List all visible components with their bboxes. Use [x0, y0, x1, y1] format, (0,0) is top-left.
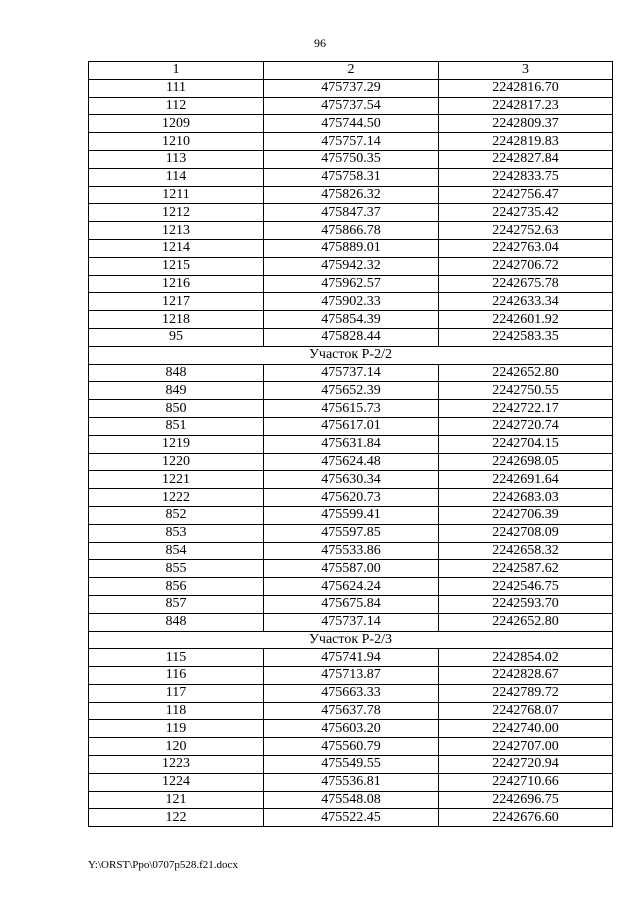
x-coordinate-cell: 475617.01 [264, 417, 439, 435]
table-row [89, 791, 613, 809]
table-row [89, 738, 613, 756]
point-number-cell: 112 [89, 97, 264, 115]
table-row [89, 204, 613, 222]
x-coordinate-cell: 475663.33 [264, 684, 439, 702]
point-number-cell: 118 [89, 702, 264, 720]
x-coordinate-cell: 475758.31 [264, 168, 439, 186]
table-row [89, 275, 613, 293]
x-coordinate-cell: 475549.55 [264, 756, 439, 774]
y-coordinate-cell: 2242854.02 [439, 649, 613, 667]
point-number-cell: 856 [89, 578, 264, 596]
section-header-row [89, 631, 613, 649]
point-number-cell: 1212 [89, 204, 264, 222]
x-coordinate-cell: 475889.01 [264, 239, 439, 257]
y-coordinate-cell: 2242658.32 [439, 542, 613, 560]
point-number-cell: 115 [89, 649, 264, 667]
y-coordinate-cell: 2242816.70 [439, 79, 613, 97]
point-number-cell: 848 [89, 364, 264, 382]
x-coordinate-cell: 475548.08 [264, 791, 439, 809]
x-coordinate-cell: 475615.73 [264, 400, 439, 418]
table-row [89, 542, 613, 560]
point-number-cell: 1224 [89, 773, 264, 791]
y-coordinate-cell: 2242706.72 [439, 257, 613, 275]
y-coordinate-cell: 2242652.80 [439, 613, 613, 631]
point-number-cell: 116 [89, 667, 264, 685]
y-coordinate-cell: 2242707.00 [439, 738, 613, 756]
point-number-cell: 851 [89, 417, 264, 435]
point-number-cell: 855 [89, 560, 264, 578]
point-number-cell: 119 [89, 720, 264, 738]
x-coordinate-cell: 475675.84 [264, 595, 439, 613]
section-title: Участок Р-2/3 [89, 631, 613, 649]
table-row [89, 649, 613, 667]
x-coordinate-cell: 475757.14 [264, 133, 439, 151]
x-coordinate-cell: 475854.39 [264, 311, 439, 329]
coordinates-table [88, 61, 613, 827]
point-number-cell: 121 [89, 791, 264, 809]
x-coordinate-cell: 475560.79 [264, 738, 439, 756]
x-coordinate-cell: 475962.57 [264, 275, 439, 293]
point-number-cell: 117 [89, 684, 264, 702]
x-coordinate-cell: 475631.84 [264, 435, 439, 453]
x-coordinate-cell: 475587.00 [264, 560, 439, 578]
y-coordinate-cell: 2242704.15 [439, 435, 613, 453]
x-coordinate-cell: 475533.86 [264, 542, 439, 560]
point-number-cell: 1223 [89, 756, 264, 774]
table-row [89, 115, 613, 133]
point-number-cell: 1221 [89, 471, 264, 489]
table-row [89, 417, 613, 435]
y-coordinate-cell: 2242763.04 [439, 239, 613, 257]
y-coordinate-cell: 2242740.00 [439, 720, 613, 738]
coordinates-table-body [89, 62, 613, 827]
table-row [89, 720, 613, 738]
x-coordinate-cell: 475866.78 [264, 222, 439, 240]
y-coordinate-cell: 2242750.55 [439, 382, 613, 400]
y-coordinate-cell: 2242683.03 [439, 489, 613, 507]
point-number-cell: 848 [89, 613, 264, 631]
x-coordinate-cell: 475624.48 [264, 453, 439, 471]
x-coordinate-cell: 475737.14 [264, 613, 439, 631]
table-row [89, 435, 613, 453]
x-coordinate-cell: 475603.20 [264, 720, 439, 738]
point-number-cell: 1219 [89, 435, 264, 453]
y-coordinate-cell: 2242706.39 [439, 506, 613, 524]
table-row [89, 471, 613, 489]
y-coordinate-cell: 2242633.34 [439, 293, 613, 311]
point-number-cell: 120 [89, 738, 264, 756]
point-number-cell: 850 [89, 400, 264, 418]
y-coordinate-cell: 2242675.78 [439, 275, 613, 293]
y-coordinate-cell: 2242583.35 [439, 328, 613, 346]
section-title: Участок Р-2/2 [89, 346, 613, 364]
y-coordinate-cell: 2242708.09 [439, 524, 613, 542]
x-coordinate-cell: 475737.14 [264, 364, 439, 382]
y-coordinate-cell: 2242601.92 [439, 311, 613, 329]
point-number-cell: 1211 [89, 186, 264, 204]
x-coordinate-cell: 475713.87 [264, 667, 439, 685]
point-number-cell: 1213 [89, 222, 264, 240]
table-row [89, 257, 613, 275]
y-coordinate-cell: 2242827.84 [439, 150, 613, 168]
point-number-cell: 1222 [89, 489, 264, 507]
y-coordinate-cell: 2242696.75 [439, 791, 613, 809]
point-number-cell: 1220 [89, 453, 264, 471]
x-coordinate-cell: 475902.33 [264, 293, 439, 311]
point-number-cell: 853 [89, 524, 264, 542]
x-coordinate-cell: 475624.24 [264, 578, 439, 596]
table-row [89, 364, 613, 382]
y-coordinate-cell: 2242587.62 [439, 560, 613, 578]
table-row [89, 578, 613, 596]
point-number-cell: 1214 [89, 239, 264, 257]
x-coordinate-cell: 475744.50 [264, 115, 439, 133]
table-row [89, 382, 613, 400]
point-number-cell: 1218 [89, 311, 264, 329]
y-coordinate-cell: 2242593.70 [439, 595, 613, 613]
point-number-cell: 95 [89, 328, 264, 346]
section-header-row [89, 346, 613, 364]
table-row [89, 400, 613, 418]
point-number-cell: 852 [89, 506, 264, 524]
point-number-cell: 122 [89, 809, 264, 827]
table-row [89, 328, 613, 346]
y-coordinate-cell: 2242735.42 [439, 204, 613, 222]
x-coordinate-cell: 475741.94 [264, 649, 439, 667]
table-row [89, 186, 613, 204]
file-path-footer: Y:\ORST\Ppo\0707p528.f21.docx [88, 859, 238, 871]
table-row [89, 239, 613, 257]
x-coordinate-cell: 475536.81 [264, 773, 439, 791]
point-number-cell: 113 [89, 150, 264, 168]
table-row [89, 809, 613, 827]
x-coordinate-cell: 475652.39 [264, 382, 439, 400]
x-coordinate-cell: 475847.37 [264, 204, 439, 222]
x-coordinate-cell: 475620.73 [264, 489, 439, 507]
point-number-cell: 114 [89, 168, 264, 186]
table-row [89, 168, 613, 186]
y-coordinate-cell: 2242652.80 [439, 364, 613, 382]
y-coordinate-cell: 2242828.67 [439, 667, 613, 685]
table-row [89, 150, 613, 168]
x-coordinate-cell: 475597.85 [264, 524, 439, 542]
table-row [89, 97, 613, 115]
x-coordinate-cell: 475737.54 [264, 97, 439, 115]
table-row [89, 453, 613, 471]
table-row [89, 667, 613, 685]
page-number: 96 [314, 36, 326, 50]
x-coordinate-cell: 475828.44 [264, 328, 439, 346]
column-header-x: 2 [264, 62, 439, 80]
point-number-cell: 854 [89, 542, 264, 560]
point-number-cell: 1215 [89, 257, 264, 275]
table-row [89, 489, 613, 507]
column-header-point: 1 [89, 62, 264, 80]
y-coordinate-cell: 2242819.83 [439, 133, 613, 151]
y-coordinate-cell: 2242676.60 [439, 809, 613, 827]
table-row [89, 133, 613, 151]
point-number-cell: 857 [89, 595, 264, 613]
table-row [89, 506, 613, 524]
table-row [89, 684, 613, 702]
y-coordinate-cell: 2242720.74 [439, 417, 613, 435]
table-row [89, 773, 613, 791]
y-coordinate-cell: 2242752.63 [439, 222, 613, 240]
x-coordinate-cell: 475522.45 [264, 809, 439, 827]
y-coordinate-cell: 2242817.23 [439, 97, 613, 115]
table-row [89, 613, 613, 631]
table-row [89, 702, 613, 720]
table-row [89, 311, 613, 329]
table-row [89, 79, 613, 97]
point-number-cell: 1216 [89, 275, 264, 293]
y-coordinate-cell: 2242809.37 [439, 115, 613, 133]
y-coordinate-cell: 2242722.17 [439, 400, 613, 418]
point-number-cell: 111 [89, 79, 264, 97]
y-coordinate-cell: 2242768.07 [439, 702, 613, 720]
y-coordinate-cell: 2242691.64 [439, 471, 613, 489]
table-row [89, 560, 613, 578]
point-number-cell: 1209 [89, 115, 264, 133]
table-row [89, 293, 613, 311]
table-row [89, 595, 613, 613]
x-coordinate-cell: 475630.34 [264, 471, 439, 489]
x-coordinate-cell: 475737.29 [264, 79, 439, 97]
x-coordinate-cell: 475750.35 [264, 150, 439, 168]
x-coordinate-cell: 475637.78 [264, 702, 439, 720]
table-row [89, 222, 613, 240]
y-coordinate-cell: 2242789.72 [439, 684, 613, 702]
point-number-cell: 1217 [89, 293, 264, 311]
y-coordinate-cell: 2242698.05 [439, 453, 613, 471]
y-coordinate-cell: 2242833.75 [439, 168, 613, 186]
table-row [89, 524, 613, 542]
table-header-row [89, 62, 613, 80]
x-coordinate-cell: 475942.32 [264, 257, 439, 275]
table-row [89, 756, 613, 774]
y-coordinate-cell: 2242720.94 [439, 756, 613, 774]
x-coordinate-cell: 475599.41 [264, 506, 439, 524]
x-coordinate-cell: 475826.32 [264, 186, 439, 204]
y-coordinate-cell: 2242710.66 [439, 773, 613, 791]
y-coordinate-cell: 2242546.75 [439, 578, 613, 596]
y-coordinate-cell: 2242756.47 [439, 186, 613, 204]
point-number-cell: 1210 [89, 133, 264, 151]
point-number-cell: 849 [89, 382, 264, 400]
column-header-y: 3 [439, 62, 613, 80]
